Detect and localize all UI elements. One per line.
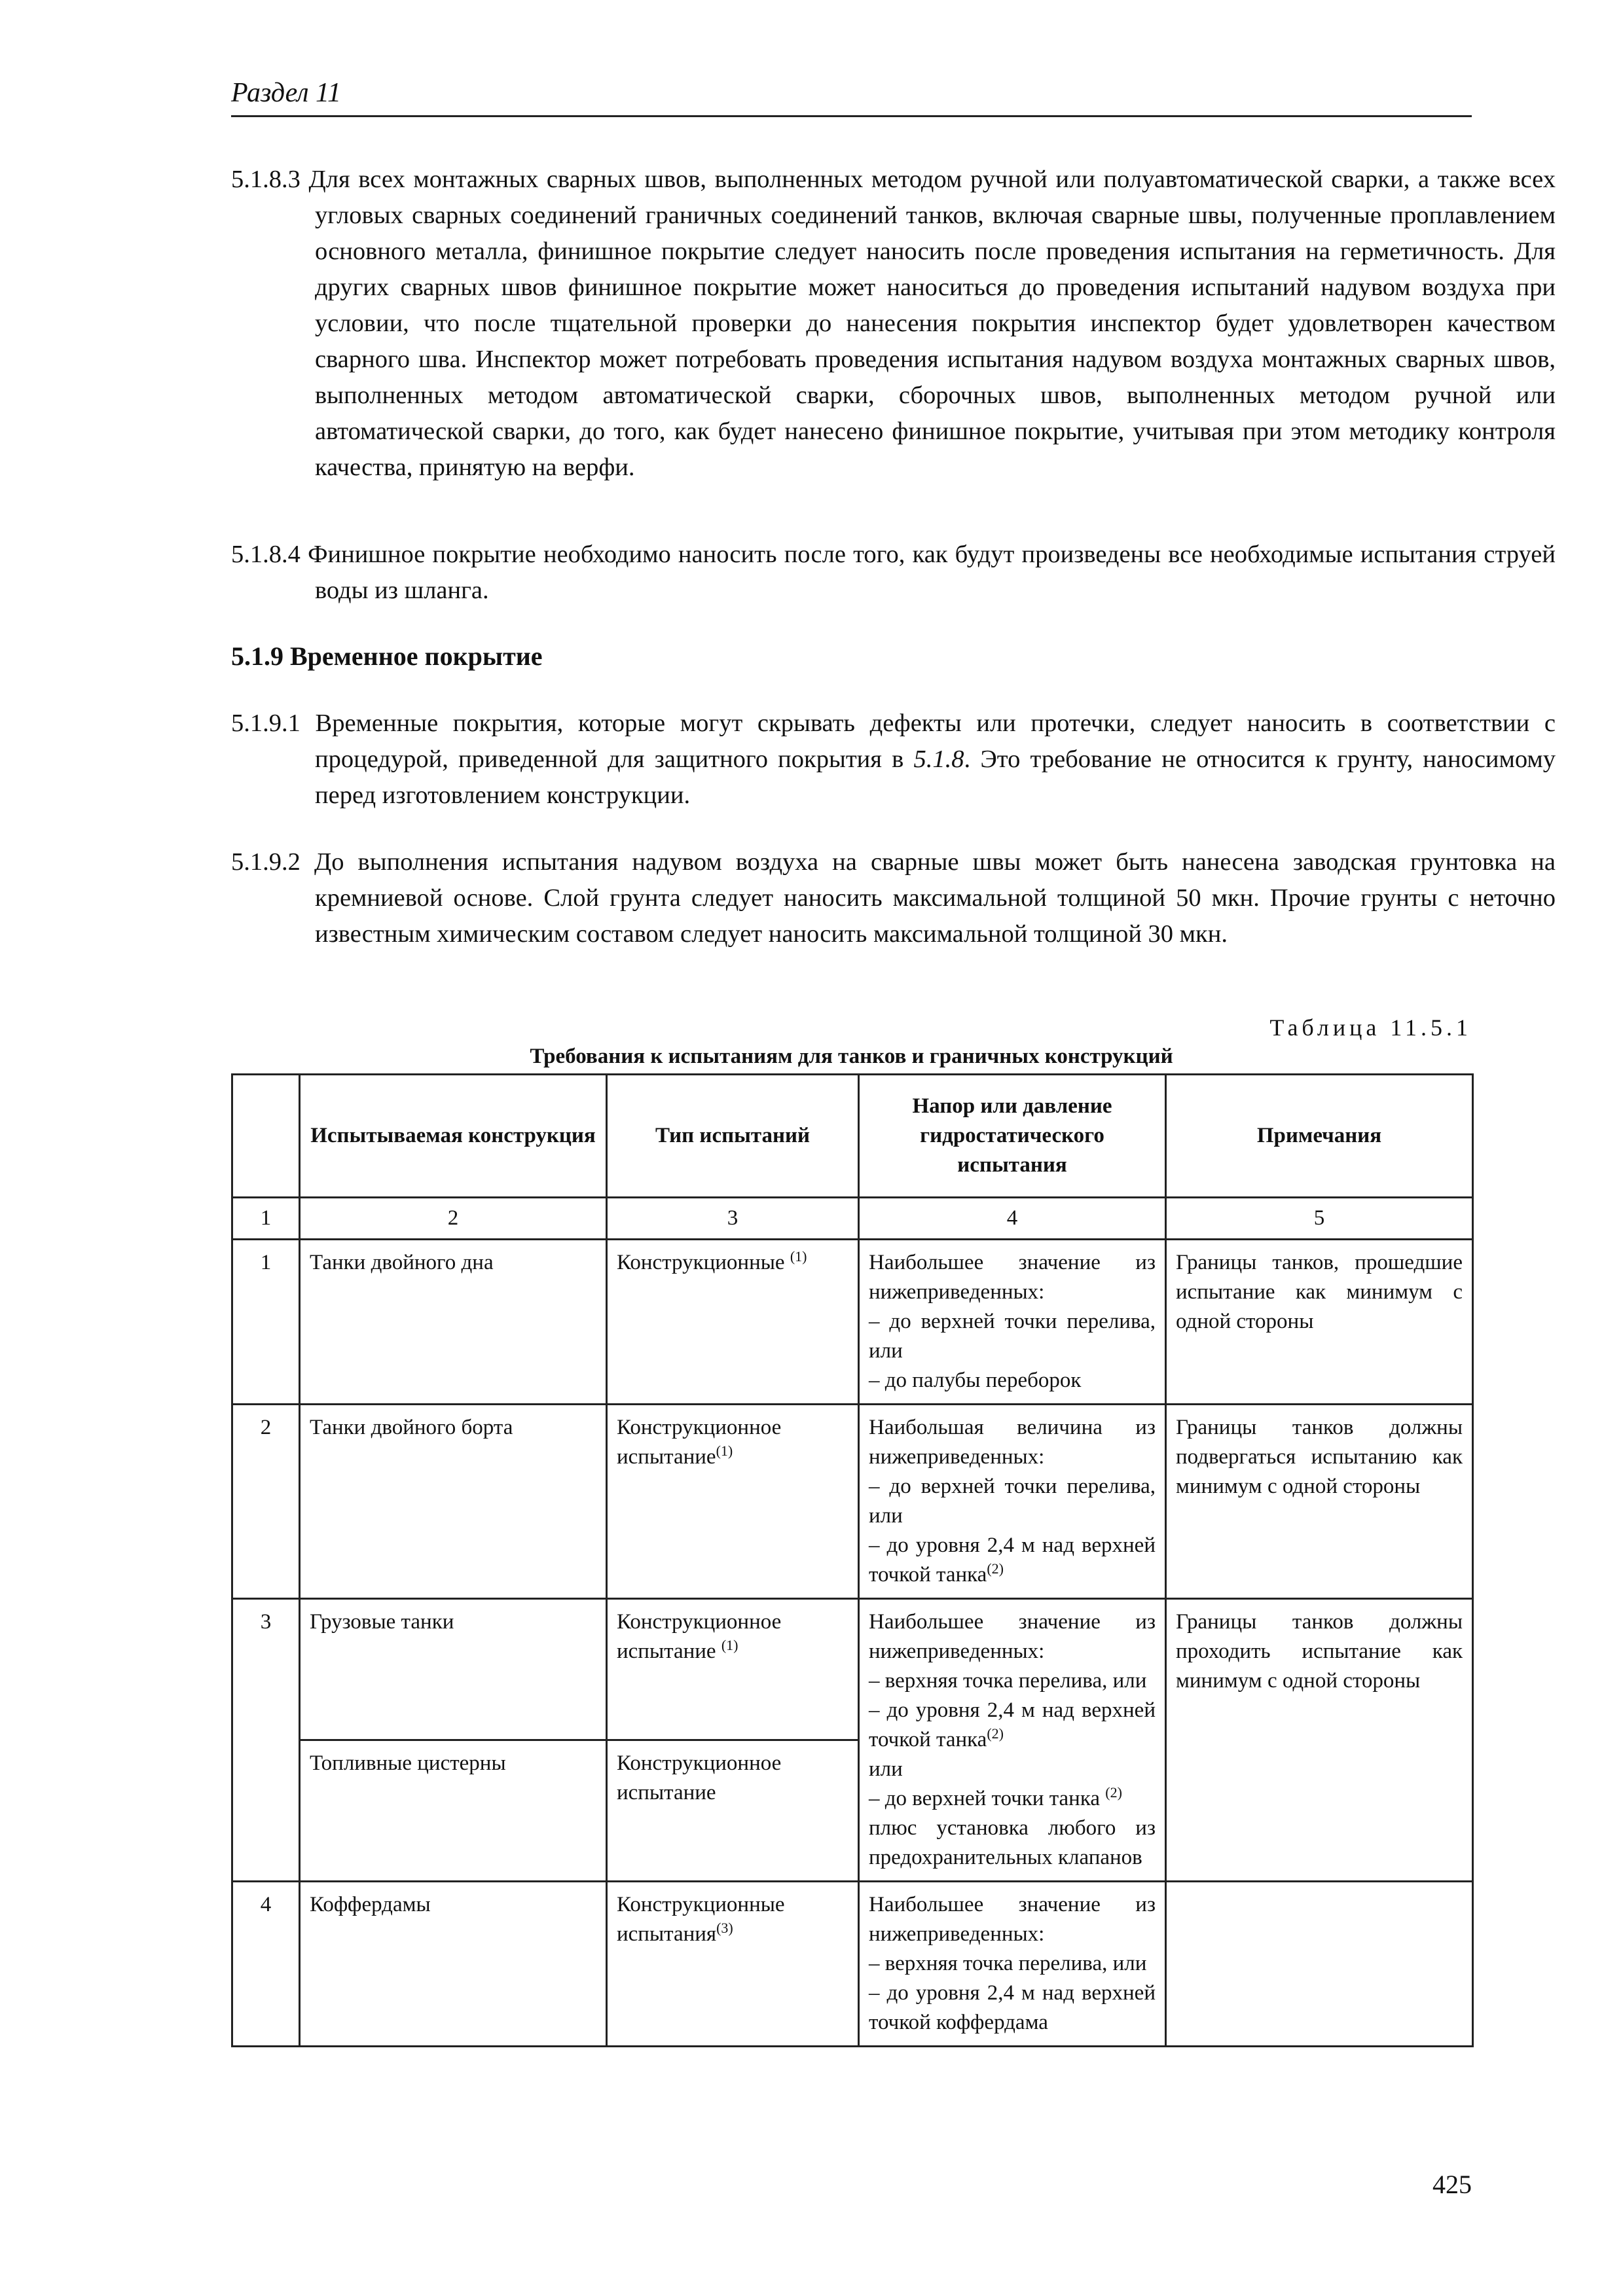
section-heading-5-1-9: 5.1.9 Временное покрытие	[231, 641, 543, 671]
test-type-text: Конструкционные	[617, 1251, 785, 1274]
paragraph-5-1-9-1	[231, 706, 1556, 814]
table-label: Таблица 11.5.1	[1269, 1014, 1472, 1041]
column-number: 1	[232, 1198, 300, 1240]
column-number: 3	[607, 1198, 859, 1240]
paragraph-5-1-9-2: 5.1.9.2 До выполнения испытания надувом воздуха на сварные швы может быть нанесена заводская грунтовка на кремниевой основе. Слой грунта следует наносить максимальной толщиной 50 мкн. Прочие грунты с неточно известным химическим составом следует наносить максимальной толщиной 30 мкн.	[231, 848, 1556, 948]
paragraph-5-1-8-4: 5.1.8.4 Финишное покрытие необходимо наносить после того, как будут произведены все необходимые испытания струей воды из шланга.	[231, 541, 1556, 604]
remarks: Границы танков должны проходить испытание как минимум с одной стороны	[1166, 1599, 1473, 1882]
tested-structure: Топливные цистерны	[300, 1740, 607, 1882]
table-title: Требования к испытаниям для танков и граничных конструкций	[530, 1045, 1173, 1068]
test-type	[607, 1599, 859, 1740]
test-head-text: или – до верхней точки танка	[869, 1757, 1101, 1810]
table-header-cell	[232, 1075, 300, 1198]
table-header-cell: Тип испытаний	[607, 1075, 859, 1198]
test-type	[607, 1882, 859, 2047]
column-number: 5	[1166, 1198, 1473, 1240]
paragraph-5-1-8-3: 5.1.8.3 Для всех монтажных сварных швов, выполненных методом ручной или полуавтоматической сварки, а также всех угловых сварных соединений граничных соединений танков, включая сварные швы, полученные проплавлением основного металла, финишное покрытие следует наносить после проведения испытания на герметичность. Для других сварных швов финишное покрытие может наноситься до проведения испытаний надувом воздуха при условии, что после тщательной проверки до нанесения покрытия инспектор будет удовлетворен качеством сварного шва. Инспектор может потребовать проведения испытания надувом воздуха монтажных сварных швов, выполненных методом автоматической сварки, сборочных швов, выполненных методом ручной или автоматической сварки, до того, как будет нанесено финишное покрытие, учитывая при этом методику контроля качества, принятую на верфи.	[231, 166, 1556, 481]
row-number: 1	[232, 1240, 300, 1405]
test-head: Наибольшее значение из нижеприведенных: – до верхней точки перелива, или – до палубы переборок	[859, 1240, 1166, 1405]
paragraph-5-1-9-1-text-a: 5.1.9.1 Временные покрытия, которые могут скрывать дефекты или протечки, следует наносить в соответствии с процедурой, приведенной для защитного покрытия в	[231, 709, 1556, 773]
test-type	[607, 1240, 859, 1405]
footnote-ref: (1)	[716, 1443, 733, 1459]
section-title: Раздел 11	[231, 78, 341, 108]
footnote-ref: (2)	[987, 1560, 1004, 1577]
table-row	[232, 1240, 1473, 1405]
test-head: Наибольшее значение из нижеприведенных: – верхняя точка перелива, или – до уровня 2,4 м над верхней точкой коффердама	[859, 1882, 1166, 2047]
table-row	[232, 1882, 1473, 2047]
running-header	[231, 73, 1472, 117]
remarks	[1166, 1882, 1473, 2047]
test-head-text: Наибольшая величина из нижеприведенных: – до верхней точки перелива, или – до уровня 2,4 м над верхней точкой танка	[869, 1416, 1156, 1587]
test-type-text: Конструкционное испытание	[617, 1610, 782, 1663]
table-column-numbers-row	[232, 1198, 1473, 1240]
remarks: Границы танков должны подвергаться испытанию как минимум с одной стороны	[1166, 1405, 1473, 1599]
footnote-ref: (2)	[1105, 1784, 1122, 1801]
tested-structure: Грузовые танки	[300, 1599, 607, 1740]
row-number: 4	[232, 1882, 300, 2047]
row-number: 3	[232, 1599, 300, 1882]
test-head-text: плюс установка любого из предохранительных клапанов	[869, 1816, 1156, 1869]
requirements-table	[231, 1073, 1474, 2047]
test-type	[607, 1405, 859, 1599]
test-head	[859, 1405, 1166, 1599]
table-header-row	[232, 1075, 1473, 1198]
footnote-ref: (1)	[790, 1248, 807, 1265]
tested-structure: Танки двойного борта	[300, 1405, 607, 1599]
paragraph-5-1-9-1-text-b: . Это требование не относится к грунту, наносимому перед изготовлением конструкции.	[315, 745, 1556, 809]
column-number: 2	[300, 1198, 607, 1240]
table-row	[232, 1599, 1473, 1740]
table-header-cell: Испытываемая конструкция	[300, 1075, 607, 1198]
test-head	[859, 1599, 1166, 1882]
footnote-ref: (3)	[716, 1920, 733, 1936]
tested-structure: Коффердамы	[300, 1882, 607, 2047]
footnote-ref: (2)	[987, 1725, 1004, 1742]
page-number: 425	[1432, 2170, 1472, 2199]
test-head-text: Наибольшее значение из нижеприведенных: – верхняя точка перелива, или – до уровня 2,4 м над верхней точкой танка	[869, 1610, 1156, 1751]
test-type: Конструкционное испытание	[607, 1740, 859, 1882]
test-type-text: Конструкционные испытания	[617, 1893, 785, 1946]
footnote-ref: (1)	[721, 1637, 739, 1653]
test-type-text: Конструкционное испытание	[617, 1416, 782, 1469]
column-number: 4	[859, 1198, 1166, 1240]
table-header-cell: Напор или давление гидростатического испытания	[859, 1075, 1166, 1198]
document-page	[231, 0, 1556, 2296]
row-number: 2	[232, 1405, 300, 1599]
remarks: Границы танков, прошедшие испытание как минимум с одной стороны	[1166, 1240, 1473, 1405]
table-row	[232, 1405, 1473, 1599]
tested-structure: Танки двойного дна	[300, 1240, 607, 1405]
paragraph-5-1-9-1-ref: 5.1.8	[913, 745, 964, 773]
table-header-cell: Примечания	[1166, 1075, 1473, 1198]
